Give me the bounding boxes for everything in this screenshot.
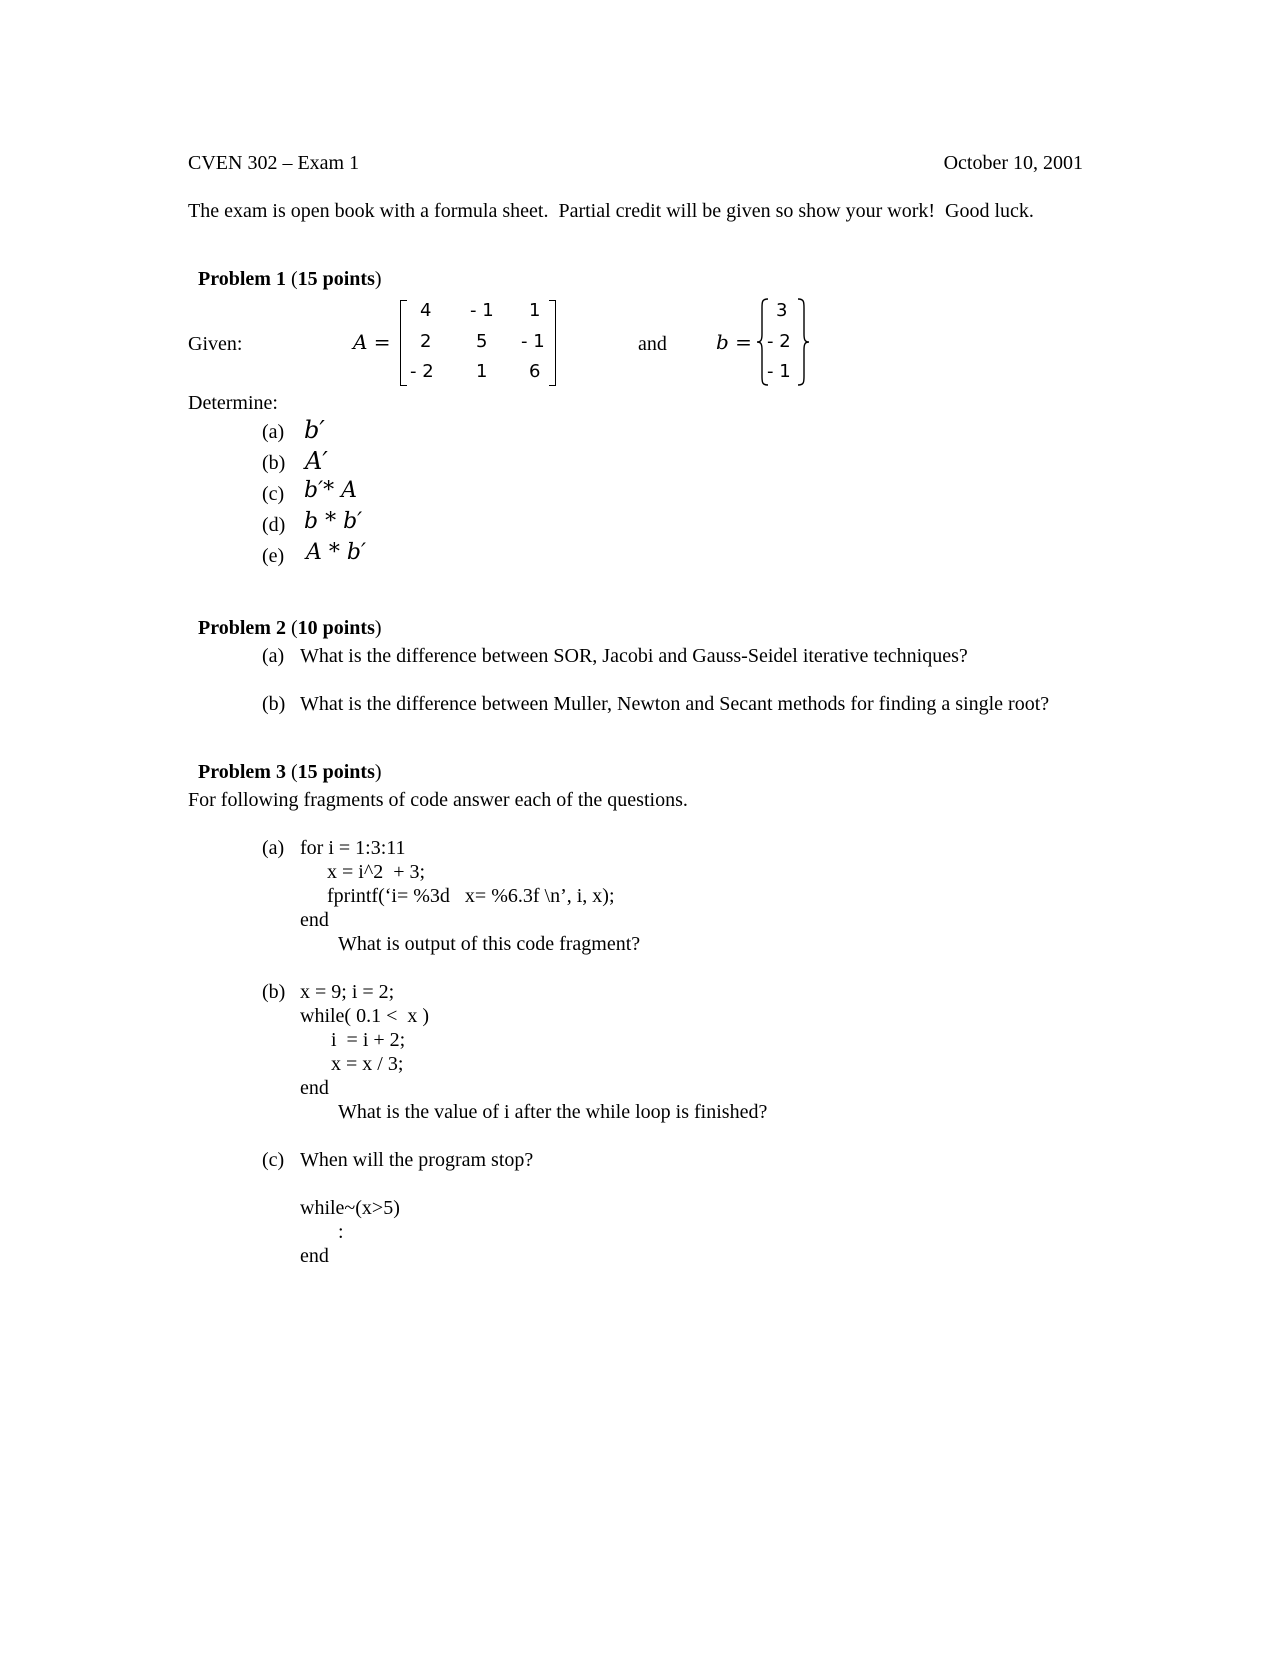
determine-item-expr: b * b′ [304,509,363,534]
problem-1-points-close: ) [374,268,382,290]
vector-b-label: b = [716,330,752,354]
exam-instructions: The exam is open book with a formula sheet. Partial credit will be given so show your work! Good luck. [188,200,1034,222]
code-line: while~(x>5) [300,1197,400,1219]
matrix-a-cell: 2 [420,331,432,352]
determine-item-label: (b) [262,452,286,474]
determine-item-expr: A′ [305,447,328,475]
code-line: end [300,1077,329,1099]
problem-2-title: Problem 2 [198,617,286,639]
code-line: x = x / 3; [331,1053,404,1075]
problem-2b-label: (b) [262,693,286,715]
vector-b-right-brace [797,298,809,386]
code-line: end [300,909,329,931]
matrix-a-cell: 1 [476,361,488,382]
problem-3-intro: For following fragments of code answer each of the questions. [188,789,688,811]
matrix-a-cell: 6 [529,361,541,382]
problem-3-points: 15 points [297,761,375,783]
vector-b-cell: - 2 [767,331,791,352]
matrix-a-right-bracket [549,300,556,386]
course-title: CVEN 302 – Exam 1 [188,152,360,174]
code-line: : [338,1221,344,1243]
determine-item-expr: A * b′ [306,540,366,565]
problem-2-points-open: ( [285,617,298,639]
problem-3b-label: (b) [262,981,286,1003]
matrix-a-cell: - 1 [521,331,545,352]
matrix-a-cell: - 2 [410,361,434,382]
problem-3a-question: What is output of this code fragment? [338,933,641,955]
problem-3-title: Problem 3 [198,761,286,783]
problem-3c-label: (c) [262,1149,285,1171]
problem-2a-question: What is the difference between SOR, Jacobi and Gauss-Seidel iterative techniques? [300,645,968,667]
code-line: fprintf(‘i= %3d x= %6.3f \n’, i, x); [327,885,615,907]
matrix-a-left-bracket [400,300,407,386]
problem-2-heading [188,598,382,638]
problem-3b-question: What is the value of i after the while loop is finished? [338,1101,768,1123]
matrix-a-label: A = [353,330,391,354]
problem-1-heading [188,249,382,289]
code-line: x = 9; i = 2; [300,981,395,1003]
code-line: i = i + 2; [331,1029,406,1051]
given-label: Given: [188,333,243,355]
code-line: end [300,1245,329,1267]
code-line: while( 0.1 < x ) [300,1005,430,1027]
determine-item-label: (e) [262,545,285,567]
problem-2a-label: (a) [262,645,285,667]
matrix-a-cell: - 1 [470,300,494,321]
problem-1-points: 15 points [297,268,375,290]
problem-3-points-close: ) [374,761,382,783]
problem-3-points-open: ( [285,761,298,783]
vector-b-cell: - 1 [767,361,791,382]
matrix-a-cell: 1 [529,300,541,321]
matrix-a-cell: 5 [476,331,488,352]
problem-2-points: 10 points [297,617,375,639]
problem-3-heading [188,742,382,782]
determine-item-expr: b′ [304,416,325,444]
code-line: for i = 1:3:11 [300,837,406,859]
determine-item-label: (a) [262,421,285,443]
matrix-a-cell: 4 [420,300,432,321]
determine-item-label: (c) [262,483,285,505]
determine-label: Determine: [188,392,278,414]
problem-2-points-close: ) [374,617,382,639]
problem-3a-label: (a) [262,837,285,859]
exam-date: October 10, 2001 [943,152,1083,174]
and-label: and [638,333,667,355]
code-line: x = i^2 + 3; [327,861,426,883]
problem-3c-question: When will the program stop? [300,1149,534,1171]
determine-item-expr: b′* A [304,478,357,503]
problem-1-title: Problem 1 [198,268,286,290]
problem-1-points-open: ( [285,268,298,290]
determine-item-label: (d) [262,514,286,536]
problem-2b-question: What is the difference between Muller, Newton and Secant methods for finding a single root? [300,693,1050,715]
vector-b-cell: 3 [776,300,788,321]
